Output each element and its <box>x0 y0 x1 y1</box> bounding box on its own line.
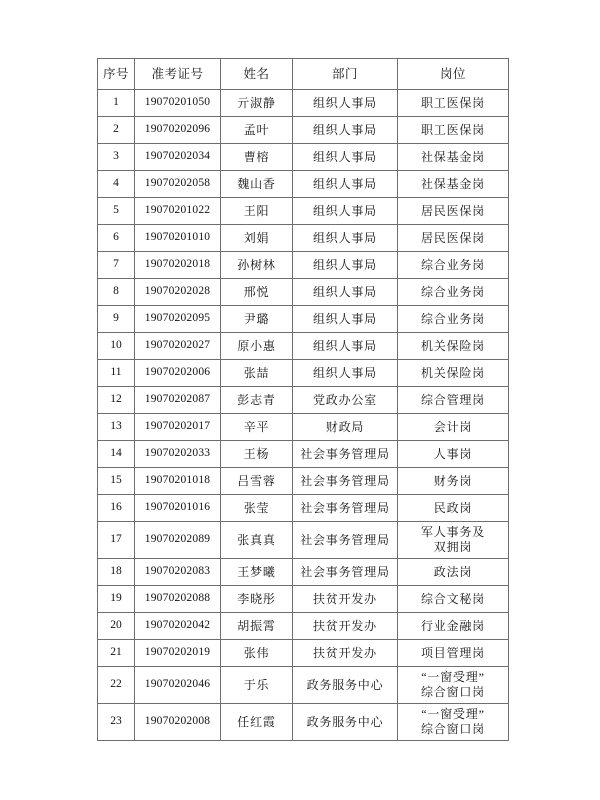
table-body <box>98 90 509 741</box>
cell-dept: 组织人事局 <box>293 198 398 225</box>
cell-dept: 组织人事局 <box>293 252 398 279</box>
cell-post-line2: 综合窗口岗 <box>420 685 485 699</box>
cell-name: 辛平 <box>221 414 293 441</box>
cell-dept: 政务服务中心 <box>293 667 398 704</box>
cell-post: 综合管理岗 <box>398 387 509 414</box>
column-header-name: 姓名 <box>221 59 293 90</box>
cell-admit: 19070202087 <box>135 387 221 414</box>
table-row <box>98 225 509 252</box>
cell-admit: 19070201010 <box>135 225 221 252</box>
cell-admit: 19070202027 <box>135 333 221 360</box>
cell-seq: 13 <box>98 414 135 441</box>
cell-dept: 组织人事局 <box>293 306 398 333</box>
cell-seq: 8 <box>98 279 135 306</box>
cell-dept: 社会事务管理局 <box>293 495 398 522</box>
cell-seq: 4 <box>98 171 135 198</box>
cell-admit: 19070202089 <box>135 522 221 559</box>
cell-name: 任红霞 <box>221 704 293 741</box>
cell-post-line1: “一窗受理” <box>421 707 485 721</box>
cell-name: 魏山香 <box>221 171 293 198</box>
cell-name: 李晓彤 <box>221 586 293 613</box>
cell-name: 张真真 <box>221 522 293 559</box>
cell-dept: 组织人事局 <box>293 225 398 252</box>
table-row <box>98 495 509 522</box>
table-row <box>98 90 509 117</box>
cell-seq: 6 <box>98 225 135 252</box>
column-header-dept: 部门 <box>293 59 398 90</box>
cell-seq: 2 <box>98 117 135 144</box>
table-row <box>98 613 509 640</box>
cell-post: 项目管理岗 <box>398 640 509 667</box>
cell-seq: 22 <box>98 667 135 704</box>
cell-seq: 17 <box>98 522 135 559</box>
cell-post: 综合业务岗 <box>398 306 509 333</box>
cell-admit: 19070201016 <box>135 495 221 522</box>
cell-admit: 19070202033 <box>135 441 221 468</box>
cell-post-line2: 双拥岗 <box>433 540 473 554</box>
cell-dept: 社会事务管理局 <box>293 441 398 468</box>
cell-name: 邢悦 <box>221 279 293 306</box>
cell-seq: 7 <box>98 252 135 279</box>
cell-post: 人事岗 <box>398 441 509 468</box>
cell-dept: 组织人事局 <box>293 360 398 387</box>
cell-post: 会计岗 <box>398 414 509 441</box>
cell-dept: 社会事务管理局 <box>293 522 398 559</box>
cell-post-line2: 综合窗口岗 <box>420 722 485 736</box>
cell-seq: 10 <box>98 333 135 360</box>
cell-admit: 19070202034 <box>135 144 221 171</box>
cell-name: 王阳 <box>221 198 293 225</box>
cell-seq: 3 <box>98 144 135 171</box>
cell-dept: 组织人事局 <box>293 90 398 117</box>
table-row <box>98 198 509 225</box>
cell-admit: 19070202006 <box>135 360 221 387</box>
cell-admit: 19070202046 <box>135 667 221 704</box>
cell-name: 彭志青 <box>221 387 293 414</box>
cell-post <box>398 704 509 741</box>
table-row <box>98 441 509 468</box>
cell-seq: 1 <box>98 90 135 117</box>
table-row <box>98 333 509 360</box>
cell-seq: 5 <box>98 198 135 225</box>
table-row <box>98 704 509 741</box>
cell-seq: 14 <box>98 441 135 468</box>
cell-seq: 15 <box>98 468 135 495</box>
cell-post: 综合文秘岗 <box>398 586 509 613</box>
table-row <box>98 640 509 667</box>
table-row <box>98 171 509 198</box>
cell-dept: 扶贫开发办 <box>293 640 398 667</box>
cell-name: 孟叶 <box>221 117 293 144</box>
cell-seq: 16 <box>98 495 135 522</box>
table-row <box>98 387 509 414</box>
cell-post <box>398 522 509 559</box>
cell-admit: 19070201022 <box>135 198 221 225</box>
cell-post: 政法岗 <box>398 559 509 586</box>
table-row <box>98 667 509 704</box>
cell-dept: 组织人事局 <box>293 333 398 360</box>
cell-post <box>398 667 509 704</box>
cell-name: 张莹 <box>221 495 293 522</box>
table-row <box>98 559 509 586</box>
cell-name: 原小惠 <box>221 333 293 360</box>
cell-dept: 扶贫开发办 <box>293 613 398 640</box>
cell-name: 王杨 <box>221 441 293 468</box>
cell-admit: 19070202096 <box>135 117 221 144</box>
table-row <box>98 414 509 441</box>
cell-post: 机关保险岗 <box>398 360 509 387</box>
cell-post: 机关保险岗 <box>398 333 509 360</box>
cell-admit: 19070202028 <box>135 279 221 306</box>
cell-name: 曹榕 <box>221 144 293 171</box>
cell-dept: 财政局 <box>293 414 398 441</box>
cell-name: 张伟 <box>221 640 293 667</box>
cell-post: 民政岗 <box>398 495 509 522</box>
cell-admit: 19070202083 <box>135 559 221 586</box>
cell-name: 刘娟 <box>221 225 293 252</box>
cell-dept: 政务服务中心 <box>293 704 398 741</box>
table-row <box>98 117 509 144</box>
cell-name: 亓淑静 <box>221 90 293 117</box>
cell-seq: 11 <box>98 360 135 387</box>
cell-post: 财务岗 <box>398 468 509 495</box>
cell-post: 综合业务岗 <box>398 279 509 306</box>
cell-admit: 19070202088 <box>135 586 221 613</box>
table-row <box>98 360 509 387</box>
cell-dept: 扶贫开发办 <box>293 586 398 613</box>
cell-name: 吕雪蓉 <box>221 468 293 495</box>
cell-admit: 19070202019 <box>135 640 221 667</box>
table-header-row <box>98 59 509 90</box>
cell-post-line1: 军人事务及 <box>420 525 485 539</box>
cell-admit: 19070202042 <box>135 613 221 640</box>
cell-post: 居民医保岗 <box>398 225 509 252</box>
cell-dept: 社会事务管理局 <box>293 468 398 495</box>
cell-admit: 19070202058 <box>135 171 221 198</box>
cell-name: 王梦曦 <box>221 559 293 586</box>
table-row <box>98 279 509 306</box>
cell-admit: 19070201050 <box>135 90 221 117</box>
cell-post: 职工医保岗 <box>398 90 509 117</box>
cell-admit: 19070202008 <box>135 704 221 741</box>
cell-name: 胡振霄 <box>221 613 293 640</box>
cell-dept: 组织人事局 <box>293 144 398 171</box>
table-row <box>98 468 509 495</box>
roster-table <box>97 58 509 741</box>
table-row <box>98 306 509 333</box>
cell-post: 社保基金岗 <box>398 144 509 171</box>
cell-admit: 19070202017 <box>135 414 221 441</box>
cell-post: 居民医保岗 <box>398 198 509 225</box>
table-row <box>98 586 509 613</box>
cell-seq: 18 <box>98 559 135 586</box>
cell-seq: 20 <box>98 613 135 640</box>
cell-dept: 组织人事局 <box>293 117 398 144</box>
cell-name: 张喆 <box>221 360 293 387</box>
cell-post: 社保基金岗 <box>398 171 509 198</box>
cell-dept: 组织人事局 <box>293 279 398 306</box>
cell-dept: 组织人事局 <box>293 171 398 198</box>
cell-seq: 19 <box>98 586 135 613</box>
table-row <box>98 252 509 279</box>
cell-post: 综合业务岗 <box>398 252 509 279</box>
column-header-seq: 序号 <box>98 59 135 90</box>
cell-post: 行业金融岗 <box>398 613 509 640</box>
cell-name: 孙树林 <box>221 252 293 279</box>
column-header-admit: 准考证号 <box>135 59 221 90</box>
column-header-post: 岗位 <box>398 59 509 90</box>
cell-seq: 9 <box>98 306 135 333</box>
cell-seq: 21 <box>98 640 135 667</box>
cell-dept: 社会事务管理局 <box>293 559 398 586</box>
cell-post-line1: “一窗受理” <box>421 670 485 684</box>
cell-post: 职工医保岗 <box>398 117 509 144</box>
cell-dept: 党政办公室 <box>293 387 398 414</box>
table-row <box>98 144 509 171</box>
roster-table-container <box>97 58 508 741</box>
cell-name: 于乐 <box>221 667 293 704</box>
cell-seq: 23 <box>98 704 135 741</box>
cell-name: 尹璐 <box>221 306 293 333</box>
cell-seq: 12 <box>98 387 135 414</box>
cell-admit: 19070202095 <box>135 306 221 333</box>
table-header <box>98 59 509 90</box>
table-row <box>98 522 509 559</box>
cell-admit: 19070201018 <box>135 468 221 495</box>
cell-admit: 19070202018 <box>135 252 221 279</box>
